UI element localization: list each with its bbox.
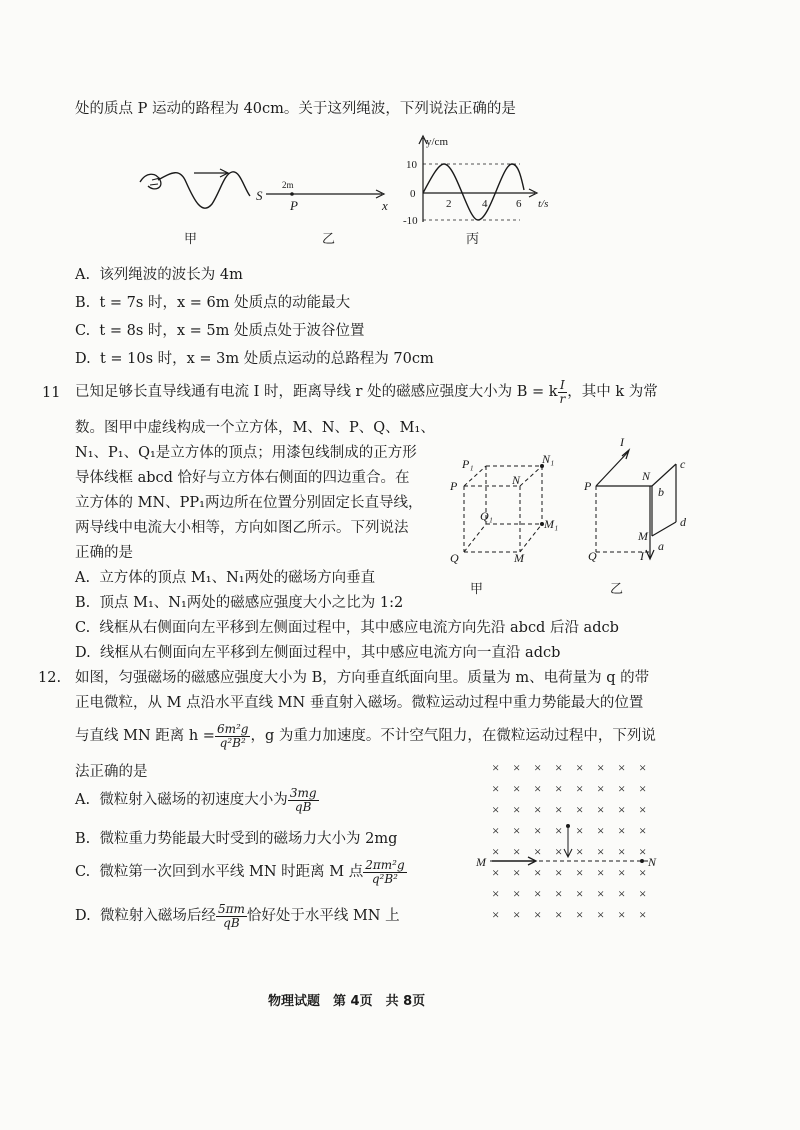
fraction (216, 903, 247, 930)
cross-mark: × (555, 907, 563, 922)
denominator: q²B² (371, 871, 398, 886)
option-letter: A. (75, 792, 91, 808)
label-N1: N₁ (542, 452, 555, 466)
option-D (75, 349, 434, 369)
yt-graph (403, 136, 548, 246)
label-jia: 甲 (470, 581, 484, 596)
cross-mark: × (555, 886, 563, 901)
label-t4: 4 (482, 198, 488, 210)
option-letter: D. (75, 908, 91, 924)
q11-figure (430, 430, 710, 610)
cross-mark: × (618, 781, 626, 796)
cross-mark: × (555, 781, 563, 796)
cross-mark: × (639, 823, 647, 838)
label-ts: t/s (538, 198, 549, 210)
cross-mark: × (492, 760, 500, 775)
cross-mark: × (513, 781, 521, 796)
label-yi: 乙 (610, 581, 624, 596)
label-yi-Q: Q (588, 549, 597, 563)
cross-mark: × (639, 865, 647, 880)
option-letter: D. (75, 645, 91, 661)
option-C (75, 321, 365, 341)
cross-mark: × (618, 802, 626, 817)
label-yi-N: N (642, 469, 651, 483)
cross-mark: × (576, 823, 584, 838)
q12-line1: 如图，匀强磁场的磁感应强度大小为 B，方向垂直纸面向里。质量为 m、电荷量为 q 的带 (75, 670, 650, 686)
rope-wave-figure (140, 169, 250, 246)
cross-mark: × (492, 886, 500, 901)
denominator: qB (223, 915, 240, 930)
label-a: a (658, 539, 664, 553)
label-M: M (514, 551, 524, 565)
cross-mark: × (534, 802, 542, 817)
option-D (75, 896, 400, 936)
fraction (363, 859, 406, 886)
option-letter: C. (75, 864, 91, 880)
label-b: b (658, 485, 664, 499)
cross-mark: × (597, 802, 605, 817)
cross-mark: × (576, 886, 584, 901)
cross-mark: × (639, 886, 647, 901)
option-text: 线框从右侧面向左平移到左侧面过程中，其中感应电流方向一直沿 adcb (99, 645, 561, 661)
page-footer: 物理试题 第 4页 共 8页 (268, 994, 426, 1009)
option-text: 微粒射入磁场后经 (99, 908, 216, 924)
wire-figure (583, 435, 687, 596)
cross-mark: × (576, 760, 584, 775)
option-C (75, 852, 407, 892)
intro-line: 处的质点 P 运动的路程为 40cm。关于这列绳波，下列说法正确的是 (75, 101, 516, 117)
cross-mark: × (513, 844, 521, 859)
cross-mark: × (534, 907, 542, 922)
numerator: 6m²g (216, 721, 249, 736)
option-letter: B. (75, 595, 91, 611)
q11-stem-line: 导体线框 abcd 恰好与立方体右侧面的四边重合。在 (75, 470, 410, 486)
cross-mark: × (492, 907, 500, 922)
denominator: q²B² (219, 735, 246, 750)
label-Q1: Q₁ (480, 509, 493, 523)
option-text: 微粒射入磁场的初速度大小为 (99, 792, 288, 808)
option-letter: C. (75, 620, 91, 636)
label-P: P (290, 198, 298, 213)
option-text: 微粒第一次回到水平线 MN 时距离 M 点 (99, 864, 364, 880)
label-P: P (450, 479, 458, 493)
cross-mark: × (534, 886, 542, 901)
cross-mark: × (639, 802, 647, 817)
cross-mark: × (576, 781, 584, 796)
label-dist: 2m (282, 180, 294, 190)
option-text: 顶点 M₁、N₁两处的磁感应强度大小之比为 1:2 (99, 595, 404, 611)
label-jia: 甲 (184, 231, 198, 246)
q12-line4: 法正确的是 (75, 764, 148, 780)
fraction (215, 723, 251, 750)
option-text: 该列绳波的波长为 4m (99, 267, 243, 283)
cross-mark: × (534, 823, 542, 838)
option-letter: D. (75, 351, 91, 367)
label-M1: M₁ (544, 517, 559, 531)
stem-text: ，其中 k 为常 (567, 384, 658, 400)
option-text: 线框从右侧面向左平移到左侧面过程中，其中感应电流方向先沿 abcd 后沿 adcb (99, 620, 619, 636)
cross-mark: × (576, 907, 584, 922)
label-t2: 2 (446, 198, 452, 210)
q11-stem-line: N₁、P₁、Q₁是立方体的顶点；用漆包线制成的正方形 (75, 445, 417, 461)
q11-number: 11 (42, 385, 61, 401)
q11-stem-line: 数。图甲中虚线构成一个立方体，M、N、P、Q、M₁、 (75, 420, 435, 436)
option-letter: B. (75, 295, 91, 311)
cross-mark: × (597, 823, 605, 838)
cross-mark: × (597, 886, 605, 901)
option-text: 微粒重力势能最大时受到的磁场力大小为 2mg (99, 831, 398, 847)
cross-mark: × (492, 781, 500, 796)
numerator: I (558, 379, 568, 393)
label-N: N (512, 473, 521, 487)
option-letter: B. (75, 831, 91, 847)
label-y0: 0 (410, 188, 416, 200)
label-yi-P: P (584, 479, 592, 493)
cross-mark: × (492, 844, 500, 859)
cross-mark: × (639, 760, 647, 775)
option-B (75, 293, 350, 313)
cross-mark: × (597, 907, 605, 922)
q12-line2: 正电微粒，从 M 点沿水平直线 MN 垂直射入磁场。微粒运动过程中重力势能最大的位置 (75, 695, 644, 711)
q12-line3 (75, 716, 656, 756)
label-I-bottom: I (640, 549, 644, 563)
cross-mark: × (618, 844, 626, 859)
cross-mark: × (576, 844, 584, 859)
cross-mark: × (534, 760, 542, 775)
cross-mark: × (513, 907, 521, 922)
option-B (75, 593, 403, 613)
cross-mark: × (597, 844, 605, 859)
cross-mark: × (618, 760, 626, 775)
numerator: 3mg (289, 785, 317, 800)
option-text: 立方体的顶点 M₁、N₁两处的磁场方向垂直 (99, 570, 376, 586)
magnetic-field-figure (470, 752, 670, 932)
cross-mark: × (597, 865, 605, 880)
cross-mark: × (639, 781, 647, 796)
cross-mark: × (555, 865, 563, 880)
label-x: x (382, 198, 388, 213)
q12-number: 12. (38, 670, 62, 686)
cross-mark: × (618, 907, 626, 922)
cross-mark: × (513, 823, 521, 838)
option-text: t = 8s 时，x = 5m 处质点处于波谷位置 (99, 323, 365, 339)
cross-mark: × (513, 802, 521, 817)
cross-mark: × (534, 844, 542, 859)
label-S: S (256, 188, 263, 203)
cross-mark: × (597, 760, 605, 775)
q11-stem-line1 (75, 374, 658, 410)
cross-mark: × (555, 760, 563, 775)
cross-mark: × (597, 781, 605, 796)
option-A (75, 265, 243, 285)
option-text: t = 10s 时，x = 3m 处质点运动的总路程为 70cm (99, 351, 434, 367)
numerator: 2πm²g (365, 857, 405, 872)
label-yn10: -10 (403, 215, 418, 227)
denominator: qB (294, 799, 312, 814)
option-A (75, 780, 319, 820)
option-letter: A. (75, 570, 91, 586)
fraction (558, 379, 568, 406)
cross-mark: × (618, 865, 626, 880)
q11-stem-line: 正确的是 (75, 545, 133, 561)
q11-stem-line: 立方体的 MN、PP₁两边所在位置分别固定长直导线， (75, 495, 423, 511)
option-C (75, 618, 619, 638)
cross-mark: × (555, 802, 563, 817)
cross-mark: × (513, 865, 521, 880)
cross-mark: × (576, 802, 584, 817)
option-B (75, 829, 397, 849)
cross-mark: × (576, 865, 584, 880)
option-D (75, 643, 560, 663)
label-c: c (680, 457, 686, 471)
cross-mark: × (639, 844, 647, 859)
label-yi-M: M (638, 529, 648, 543)
label-I-top: I (620, 435, 624, 449)
stem-text: 与直线 MN 距离 h = (75, 728, 215, 744)
stem-text: ，g 为重力加速度。不计空气阻力，在微粒运动过程中，下列说 (250, 728, 656, 744)
cross-mark: × (618, 886, 626, 901)
axis-figure (256, 180, 388, 246)
cross-mark: × (555, 844, 563, 859)
option-letter: C. (75, 323, 91, 339)
q10-figure (120, 130, 560, 255)
cross-mark: × (534, 781, 542, 796)
cross-mark: × (618, 823, 626, 838)
cross-mark: × (639, 907, 647, 922)
numerator: 5πm (217, 901, 245, 916)
cross-mark: × (513, 886, 521, 901)
label-y10: 10 (406, 159, 417, 171)
option-text: 恰好处于水平线 MN 上 (246, 908, 400, 924)
cross-mark: × (492, 802, 500, 817)
label-t6: 6 (516, 198, 522, 210)
cross-mark: × (492, 823, 500, 838)
cross-mark: × (513, 760, 521, 775)
label-bing: 丙 (466, 231, 480, 246)
denominator: r (559, 391, 566, 406)
fraction (288, 787, 319, 814)
field-crosses (492, 760, 646, 922)
label-d: d (680, 515, 686, 529)
label-M: M (476, 855, 486, 869)
stem-text: 已知足够长直导线通有电流 I 时，距离导线 r 处的磁感应强度大小为 B = k (75, 384, 558, 400)
cross-mark: × (534, 865, 542, 880)
cross-mark: × (492, 865, 500, 880)
option-text: t = 7s 时，x = 6m 处质点的动能最大 (99, 295, 351, 311)
label-N: N (648, 855, 657, 869)
option-A (75, 568, 375, 588)
label-P1: P₁ (462, 457, 474, 471)
q11-stem-line: 两导线中电流大小相等，方向如图乙所示。下列说法 (75, 520, 409, 536)
label-ycm: y/cm (426, 136, 448, 148)
label-Q: Q (450, 551, 459, 565)
label-yi: 乙 (322, 231, 336, 246)
option-letter: A. (75, 267, 91, 283)
cube-figure (464, 466, 542, 552)
cross-mark: × (555, 823, 563, 838)
